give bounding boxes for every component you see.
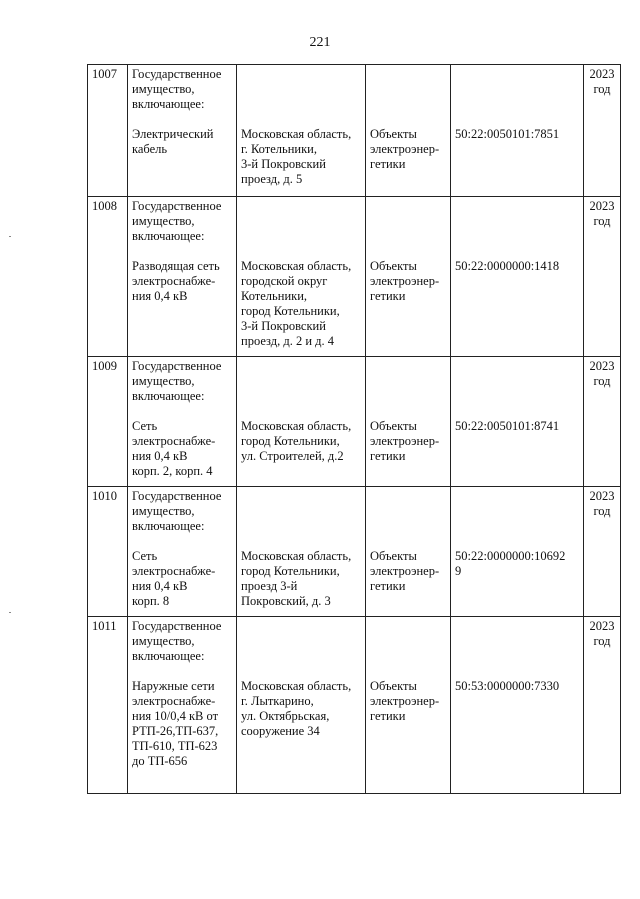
- object-name-cell: [128, 487, 237, 617]
- cadastral-number: 50:22:0050101:7851: [455, 127, 560, 141]
- table-row: [88, 357, 621, 487]
- row-number-cell: [88, 487, 128, 617]
- row-number-cell: [88, 617, 128, 794]
- object-type: Объекты электроэнер- гетики: [370, 127, 440, 171]
- row-number: 1010: [92, 489, 117, 503]
- property-registry-table: [87, 64, 621, 794]
- cadastral-number: 50:22:0050101:8741: [455, 419, 560, 433]
- table-row: [88, 65, 621, 197]
- type-cell: [366, 357, 451, 487]
- object-name: Наружные сети электроснабже- ния 10/0,4 кВ от РТП-26,ТП-637, ТП-610, ТП-623 до ТП-656: [132, 679, 219, 768]
- year-value: 2023 год: [589, 67, 615, 96]
- header-text: Государственное имущество, включающее:: [132, 359, 222, 403]
- row-number: 1008: [92, 199, 117, 213]
- object-name-cell: [128, 197, 237, 357]
- object-address: Московская область, г. Котельники, 3-й Покровский проезд, д. 5: [241, 127, 352, 186]
- row-number: 1007: [92, 67, 117, 81]
- year-value: 2023 год: [589, 199, 615, 228]
- object-name-cell: [128, 65, 237, 197]
- address-cell: [237, 65, 366, 197]
- year-value: 2023 год: [589, 619, 615, 648]
- object-name: Электрический кабель: [132, 127, 214, 156]
- type-cell: [366, 197, 451, 357]
- object-address: Московская область, г. Лыткарино, ул. Октябрьская, сооружение 34: [241, 679, 352, 738]
- year-cell: [584, 65, 621, 197]
- object-name: Сеть электроснабже- ния 0,4 кВ корп. 2, корп. 4: [132, 419, 216, 478]
- header-text: Государственное имущество, включающее:: [132, 199, 222, 243]
- cadastral-cell: [451, 617, 584, 794]
- year-value: 2023 год: [589, 489, 615, 518]
- address-cell: [237, 197, 366, 357]
- cadastral-number: 50:22:0000000:10692 9: [455, 549, 566, 578]
- row-number-cell: [88, 357, 128, 487]
- object-name: Сеть электроснабже- ния 0,4 кВ корп. 8: [132, 549, 216, 608]
- page-number: 221: [309, 35, 331, 50]
- header-text: Государственное имущество, включающее:: [132, 67, 222, 111]
- address-cell: [237, 487, 366, 617]
- header-text: Государственное имущество, включающее:: [132, 489, 222, 533]
- object-address: Московская область, городской округ Котельники, город Котельники, 3-й Покровский проезд, д. 2 и д. 4: [241, 259, 352, 348]
- object-name-cell: [128, 617, 237, 794]
- cadastral-cell: [451, 357, 584, 487]
- header-text: Государственное имущество, включающее:: [132, 619, 222, 663]
- object-type: Объекты электроэнер- гетики: [370, 259, 440, 303]
- cadastral-number: 50:53:0000000:7330: [455, 679, 560, 693]
- cadastral-cell: [451, 487, 584, 617]
- object-name-cell: [128, 357, 237, 487]
- table-row: [88, 487, 621, 617]
- year-cell: [584, 197, 621, 357]
- address-cell: [237, 357, 366, 487]
- row-number-cell: [88, 65, 128, 197]
- scan-speck: [9, 612, 11, 613]
- year-cell: [584, 487, 621, 617]
- address-cell: [237, 617, 366, 794]
- object-name: Разводящая сеть электроснабже- ния 0,4 кВ: [132, 259, 220, 303]
- year-value: 2023 год: [589, 359, 615, 388]
- table-row: [88, 617, 621, 794]
- scan-speck: [9, 236, 11, 237]
- table-row: [88, 197, 621, 357]
- object-type: Объекты электроэнер- гетики: [370, 679, 440, 723]
- row-number: 1009: [92, 359, 117, 373]
- year-cell: [584, 357, 621, 487]
- cadastral-cell: [451, 65, 584, 197]
- year-cell: [584, 617, 621, 794]
- type-cell: [366, 617, 451, 794]
- row-number: 1011: [92, 619, 117, 633]
- row-number-cell: [88, 197, 128, 357]
- object-address: Московская область, город Котельники, проезд 3-й Покровский, д. 3: [241, 549, 352, 608]
- object-type: Объекты электроэнер- гетики: [370, 549, 440, 593]
- cadastral-cell: [451, 197, 584, 357]
- object-address: Московская область, город Котельники, ул. Строителей, д.2: [241, 419, 352, 463]
- type-cell: [366, 65, 451, 197]
- object-type: Объекты электроэнер- гетики: [370, 419, 440, 463]
- type-cell: [366, 487, 451, 617]
- cadastral-number: 50:22:0000000:1418: [455, 259, 560, 273]
